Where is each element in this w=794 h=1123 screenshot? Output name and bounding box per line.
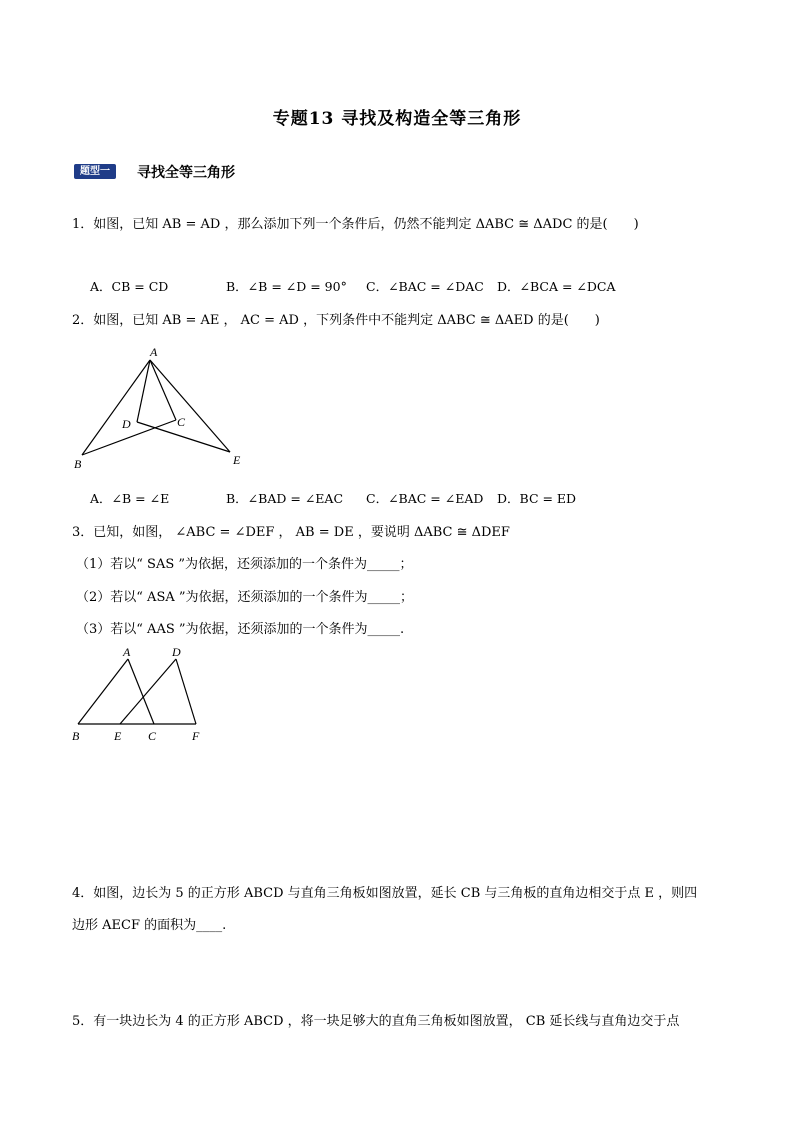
question-1-option-c: C．∠BAC = ∠DAC <box>366 279 484 294</box>
point-label-b: B <box>72 729 80 743</box>
segment-ae <box>150 360 230 452</box>
point-label-c: C <box>148 729 157 743</box>
point-label-d: D <box>172 645 181 659</box>
question-2-stem: 2．如图，已知 AB = AE ， AC = AD ，下列条件中不能判定 ΔABC ≅ ΔAED 的是( ) <box>72 313 600 328</box>
section-heading: 寻找全等三角形 <box>137 165 235 181</box>
question-4-line-2: 边形 AECF 的面积为____. <box>72 918 227 933</box>
question-4-line-1: 4．如图，边长为 5 的正方形 ABCD 与直角三角板如图放置，延长 CB 与三角板的直角边相交于点 E ，则四 <box>72 886 698 901</box>
question-1-option-b: B．∠B = ∠D = 90° <box>226 279 347 294</box>
question-3-part-1: （1）若以“ SAS ”为依据，还须添加的一个条件为_____； <box>76 557 413 572</box>
segment-ac <box>150 360 176 420</box>
question-3-part-3: （3）若以“ AAS ”为依据，还须添加的一个条件为_____. <box>76 622 405 637</box>
question-2-option-c: C．∠BAC = ∠EAD <box>366 491 484 506</box>
question-3-part-2: （2）若以“ ASA ”为依据，还须添加的一个条件为_____； <box>76 590 414 605</box>
question-1-option-a: A．CB = CD <box>90 279 169 294</box>
point-label-b: B <box>74 457 82 471</box>
point-label-c: C <box>177 415 186 429</box>
question-1-stem: 1．如图，已知 AB = AD ，那么添加下列一个条件后，仍然不能判定 ΔABC ≅ ΔADC 的是( ) <box>72 217 639 232</box>
point-label-a: A <box>150 345 158 359</box>
point-label-e: E <box>233 453 241 467</box>
question-3-figure <box>68 642 218 747</box>
segment-ac <box>128 659 154 724</box>
segment-ba <box>78 659 128 724</box>
question-2-figure <box>70 340 260 475</box>
question-2-option-a: A．∠B = ∠E <box>90 491 170 506</box>
section-badge: 题型一 <box>74 164 116 179</box>
question-2-option-d: D．BC = ED <box>497 491 577 506</box>
question-2-option-b: B．∠BAD = ∠EAC <box>226 491 344 506</box>
question-1-option-d: D．∠BCA = ∠DCA <box>497 279 616 294</box>
segment-df <box>176 659 196 724</box>
point-label-e: E <box>114 729 122 743</box>
question-5-line-1: 5．有一块边长为 4 的正方形 ABCD ，将一块足够大的直角三角板如图放置， CB 延长线与直角边交于点 <box>72 1014 680 1029</box>
point-label-f: F <box>192 729 200 743</box>
segment-ed <box>120 659 176 724</box>
question-3-stem: 3．已知，如图， ∠ABC = ∠DEF ， AB = DE ，要说明 ΔABC ≅ ΔDEF <box>72 525 510 540</box>
page-title: 专题13 寻找及构造全等三角形 <box>272 109 522 129</box>
point-label-a: A <box>123 645 131 659</box>
point-label-d: D <box>122 417 131 431</box>
